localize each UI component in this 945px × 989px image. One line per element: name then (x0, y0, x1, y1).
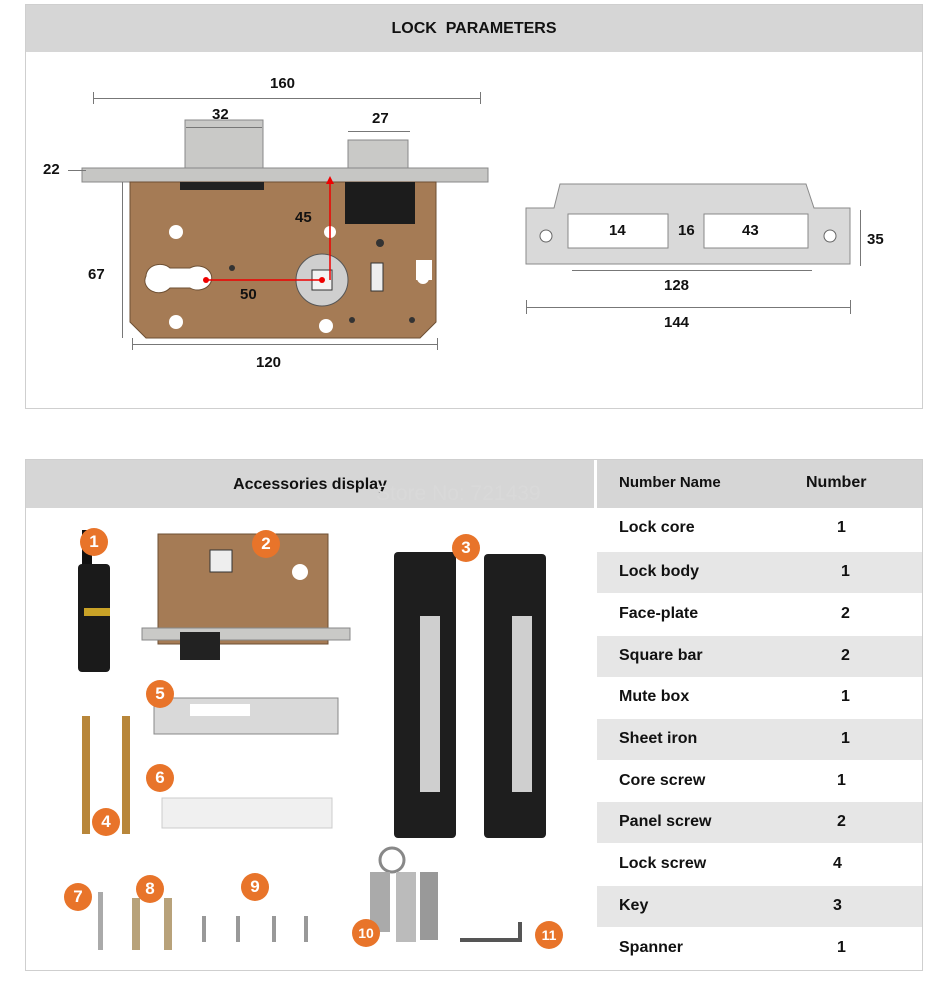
badge-2: 2 (252, 530, 280, 558)
badge-6: 6 (146, 764, 174, 792)
table-row: Face-plate 2 (619, 605, 850, 622)
dim-50: 50 (240, 286, 257, 303)
badge-8: 8 (136, 875, 164, 903)
dim-27: 27 (372, 110, 389, 127)
table-row: Key 3 (597, 886, 922, 927)
lock-parameters-title: LOCK PARAMETERS (26, 5, 922, 52)
dim-14: 14 (609, 222, 626, 239)
table-col-name: Number Name (619, 474, 721, 491)
dim-22: 22 (43, 161, 60, 178)
dim-43: 43 (742, 222, 759, 239)
badge-5: 5 (146, 680, 174, 708)
badge-3: 3 (452, 534, 480, 562)
table-row: Lock screw 4 (619, 855, 842, 872)
dim-144: 144 (664, 314, 690, 331)
dim-45: 45 (295, 209, 312, 226)
dim-32: 32 (212, 106, 229, 123)
badge-7: 7 (64, 883, 92, 911)
badge-4: 4 (92, 808, 120, 836)
store-watermark: Store No: 721439 (376, 482, 541, 505)
dim-35: 35 (867, 231, 884, 248)
dim-120: 120 (256, 354, 282, 371)
table-row: Core screw 1 (619, 772, 846, 789)
table-row: Square bar 2 (597, 636, 922, 677)
table-row: Spanner 1 (619, 939, 846, 956)
badge-11: 11 (535, 921, 563, 949)
table-row: Mute box 1 (619, 688, 850, 705)
badge-1: 1 (80, 528, 108, 556)
table-col-count: Number (806, 474, 867, 491)
table-row: Lock body 1 (597, 552, 922, 593)
badge-10: 10 (352, 919, 380, 947)
table-row: Panel screw 2 (597, 802, 922, 843)
dim-16: 16 (678, 222, 695, 239)
dim-128: 128 (664, 277, 690, 294)
table-row: Sheet iron 1 (597, 719, 922, 760)
lock-body-diagram (60, 100, 500, 360)
dim-67: 67 (88, 266, 105, 283)
accessories-title: Accessories display (26, 460, 594, 508)
badge-9: 9 (241, 873, 269, 901)
dim-160: 160 (270, 75, 296, 92)
table-row: Lock core 1 (619, 519, 846, 536)
